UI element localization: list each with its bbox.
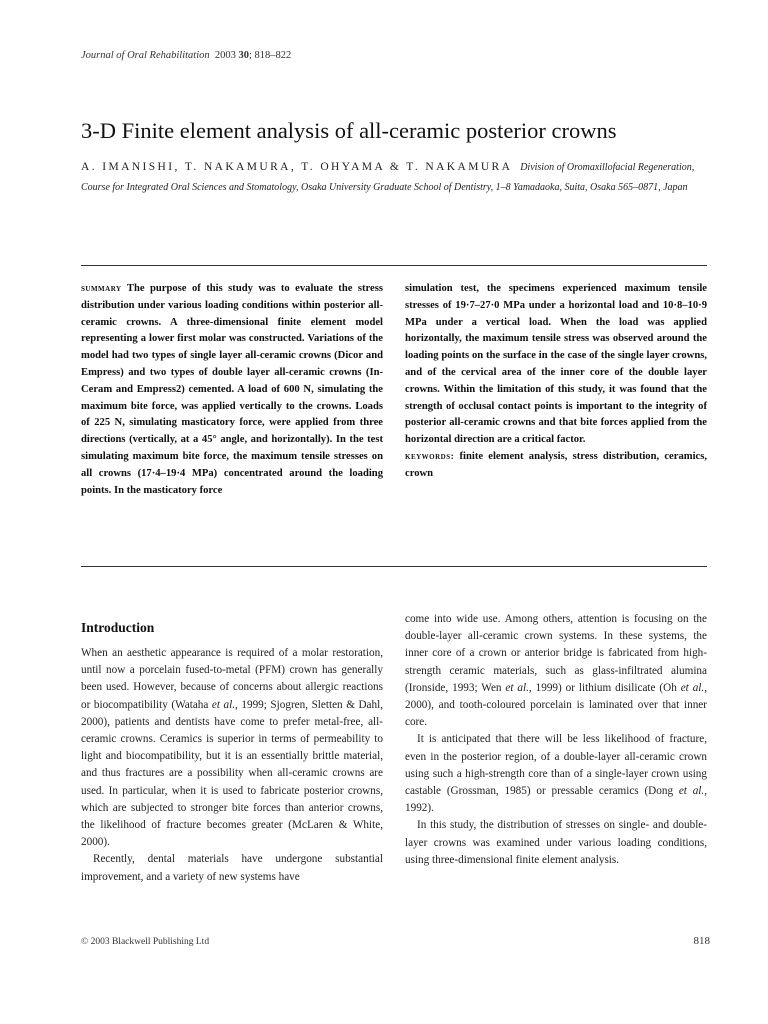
abstract-right-text: simulation test, the specimens experienced maximum tensile stresses of 19·7–27·0 MPa under a horizontal load and 10·8–10·9 MPa under a vertical load. When the load was applied horizontally, the maximum tensile stress was observed around the loading points on the surface in the case of the single layer crowns, and of the cervical area of the inner core of the double layer crowns. Within the limitation of this study, it was found that the strength of occlusal contact points is important to the integrity of posterior all-ceramic crowns and that bite forces applied from the horizontal direction are a critical factor.: [405, 283, 707, 446]
intro-text: , 1992).: [405, 785, 707, 815]
intro-left-column: [81, 645, 383, 886]
page-number: 818: [693, 935, 710, 947]
keywords-text: finite element analysis, stress distribution, ceramics, crown: [405, 450, 708, 479]
abstract-bottom-rule: [81, 566, 707, 567]
section-heading-introduction: Introduction: [81, 620, 155, 635]
author-affiliation: Division of Oromaxillofacial Regeneration, Course for Integrated Oral Sciences and Stomatology, Osaka University Graduate School of Dentistry, 1–8 Yamadaoka, Suita, Osaka 565–0871, Japan: [81, 162, 695, 193]
et-al-italic: et al.: [680, 681, 705, 694]
intro-text: come into wide use. Among others, attention is focusing on the double-layer all-ceramic crown systems. In these systems, the inner core of a crown or anterior bridge is fabricated from high-strength ceramic materials, such as glass-infiltrated alumina (Ironside, 1993; Wen: [405, 613, 707, 694]
intro-text: , 1999) or lithium disilicate (Oh: [528, 681, 681, 694]
summary-label: summary: [81, 284, 122, 294]
journal-name: Journal of Oral Rehabilitation: [81, 50, 210, 61]
intro-text: When an aesthetic appearance is required of a molar restoration, until now a porcelain fused-to-metal (PFM) crown has generally been used. However, because of concerns about allergic reactions or biocompatibility (Wataha: [81, 647, 383, 711]
author-block: [81, 157, 711, 198]
copyright-notice: © 2003 Blackwell Publishing Ltd: [81, 937, 210, 947]
journal-volume: 30: [238, 50, 249, 61]
intro-text: , 2000), and tooth-coloured porcelain is laminated over that inner core.: [405, 681, 708, 729]
abstract-right-column: [405, 281, 707, 483]
intro-text: , 1999; Sjogren, Sletten & Dahl, 2000), patients and dentists have come to prefer metal-free, all-ceramic crowns. Ceramics is superior in terms of permeability to light and biocompatibility, but it is an essentially brittle material, and thus fractures are a possibility when all-ceramic crowns are used. In particular, when it is used to fabricate posterior crowns, which are subjected to stronger bite forces than anterior crowns, the likelihood of fracture becomes greater (McLaren & White, 2000).: [81, 698, 383, 849]
abstract-left-text: The purpose of this study was to evaluate the stress distribution under various loading conditions within posterior all-ceramic crowns. A three-dimensional finite element model representing a lower first molar was constructed. Variations of the model had two types of single layer all-ceramic crowns (Dicor and Empress) and two types of double layer all-ceramic crowns (In-Ceram and Empress2) cemented. A load of 600 N, simulating the maximum bite force, was applied vertically to the crowns. Loads of 225 N, simulating masticatory force, were applied from three directions (vertically, at a 45° angle, and horizontally). In the test simulating maximum bite force, the maximum tensile stresses on all crowns (17·4–19·4 MPa) concentrated around the loading points. In the masticatory force: [81, 283, 383, 496]
journal-pages: 818–822: [254, 50, 292, 61]
intro-paragraph: In this study, the distribution of stresses on single- and double-layer crowns was examined under various loading conditions, using three-dimensional finite element analysis.: [405, 819, 707, 866]
et-al-italic: et al.: [211, 698, 236, 711]
journal-year: 2003: [214, 50, 236, 61]
article-title: 3-D Finite element analysis of all-ceramic posterior crowns: [81, 118, 617, 143]
et-al-italic: et al.: [505, 681, 529, 694]
intro-paragraph: [405, 731, 707, 817]
abstract-left-column: [81, 281, 383, 499]
intro-right-column: [405, 611, 707, 869]
journal-citation: Journal of Oral Rehabilitation 2003 30; 818–822: [81, 50, 292, 61]
intro-paragraph: [81, 645, 383, 851]
intro-paragraph: Recently, dental materials have undergone substantial improvement, and a variety of new systems have: [81, 853, 383, 883]
intro-text: It is anticipated that there will be less likelihood of fracture, even in the posterior region, of a double-layer all-ceramic crown using such a high-strength core than of a single-layer crown using castable (Grossman, 1985) or pressable ceramics (Dong: [405, 733, 707, 798]
author-names: A. IMANISHI, T. NAKAMURA, T. OHYAMA & T. NAKAMURA: [81, 161, 513, 173]
intro-paragraph: [405, 611, 707, 731]
keywords-label: keywords:: [405, 451, 455, 462]
et-al-italic: et al.: [678, 785, 705, 798]
abstract-top-rule: [81, 265, 707, 266]
